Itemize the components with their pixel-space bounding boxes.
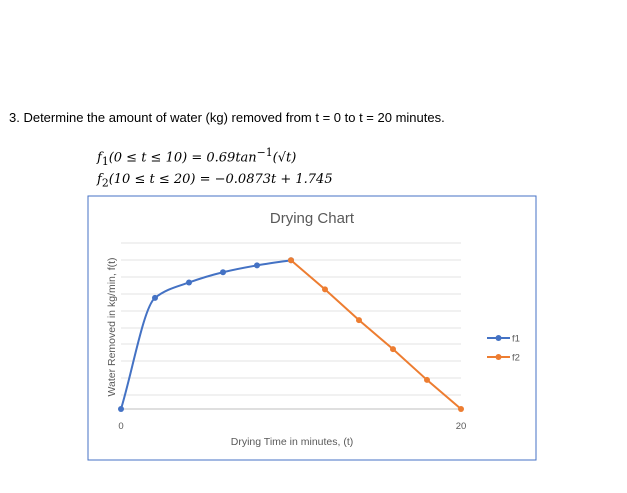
data-point-f2 <box>458 406 464 412</box>
data-point-f1 <box>118 406 124 412</box>
data-point-f1 <box>220 269 226 275</box>
legend-marker <box>496 354 502 360</box>
formula-f1: $f_1(0 \le t \le 10) = 0.69\tan^{-1}(√t)$ <box>97 146 297 168</box>
data-point-f2 <box>424 377 430 383</box>
x-axis-label: Drying Time in minutes, (t) <box>230 436 354 448</box>
data-point-f2 <box>390 346 396 352</box>
data-point-f2 <box>288 257 294 263</box>
data-point-f1 <box>186 279 192 285</box>
data-point-f1 <box>152 295 158 301</box>
data-point-f2 <box>356 317 362 323</box>
x-tick-label: 20 <box>455 421 467 432</box>
legend-label: f1 <box>512 333 520 345</box>
chart-title: Drying Chart <box>269 210 355 227</box>
legend-label: f2 <box>512 352 520 364</box>
data-point-f2 <box>322 286 328 292</box>
formula-f2: $f_2(10 \le t \le 20) = -0.0873t + 1.745$ <box>97 172 333 190</box>
legend-marker <box>496 335 502 341</box>
x-tick-label: 0 <box>118 421 124 432</box>
question-text: 3. Determine the amount of water (kg) removed from t = 0 to t = 20 minutes. <box>9 110 445 125</box>
data-point-f1 <box>254 262 260 268</box>
y-axis-label: Water Removed in kg/min, f(t) <box>106 257 118 397</box>
